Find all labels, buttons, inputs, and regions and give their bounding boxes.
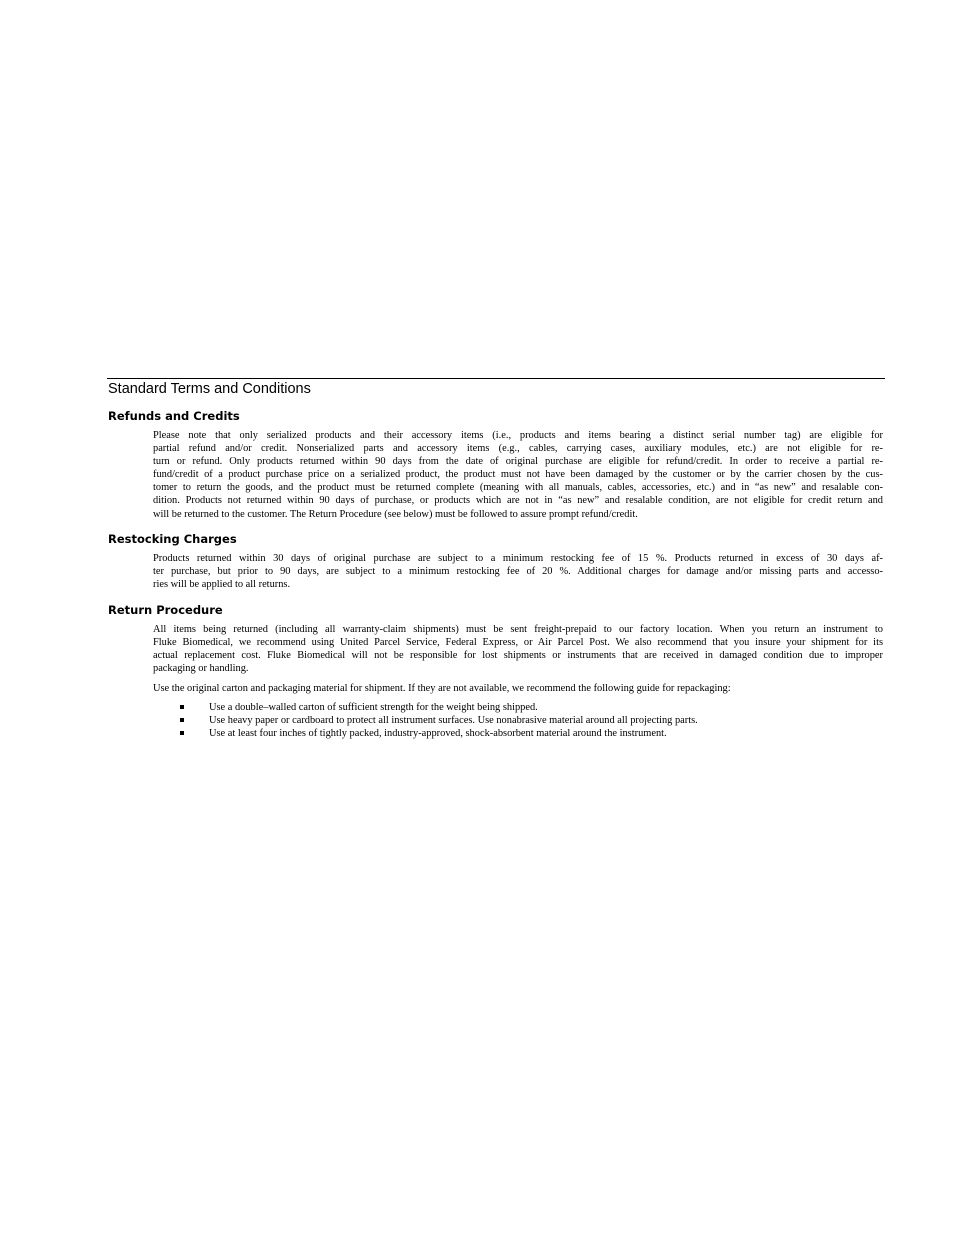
text-line: ries will be applied to all returns.: [153, 579, 291, 591]
list-item-text: Use a double–walled carton of sufficient strength for the weight being shipped.: [209, 702, 538, 713]
repackaging-bullet-list: [178, 701, 878, 741]
square-bullet-icon: [180, 718, 184, 722]
text-line: Use the original carton and packaging material for shipment. If they are not available, we recommend the following guide for repackaging:: [153, 683, 731, 694]
text-line: turn or refund. Only products returned within 90 days from the date of original purchase are eligible for refund/credit. In order to receive a partial re-: [153, 456, 883, 468]
text-line: Please note that only serialized products and their accessory items (i.e., products and items bearing a distinct serial number tag) are eligible for: [153, 430, 883, 441]
paragraph-return-procedure: [153, 623, 883, 675]
text-line: Fluke Biomedical, we recommend using United Parcel Service, Federal Express, or Air Parcel Post. We also recommend that you insure your shipment for its: [153, 637, 883, 649]
square-bullet-icon: [180, 731, 184, 735]
list-item: [178, 701, 878, 714]
text-line: dition. Products not returned within 90 days of purchase, or products which are not in “as new” and resalable condition, are not eligible for credit return and: [153, 495, 883, 507]
paragraph-refunds-and-credits: [153, 429, 883, 521]
section-heading-restocking-charges: Restocking Charges: [108, 532, 237, 546]
list-item: [178, 727, 878, 740]
text-line: All items being returned (including all warranty-claim shipments) must be sent freight-prepaid to our factory location. When you return an instrument to: [153, 624, 883, 635]
list-item-text: Use heavy paper or cardboard to protect all instrument surfaces. Use nonabrasive material around all projecting parts.: [209, 715, 698, 727]
text-line: ter purchase, but prior to 90 days, are subject to a minimum restocking fee of 20 %. Additional charges for damage and/or missing parts and accesso-: [153, 566, 883, 578]
square-bullet-icon: [180, 705, 184, 709]
text-line: will be returned to the customer. The Return Procedure (see below) must be followed to assure prompt refund/credit.: [153, 508, 638, 520]
text-line: packaging or handling.: [153, 663, 249, 675]
paragraph-restocking-charges: [153, 552, 883, 591]
text-line: partial refund and/or credit. Nonserialized parts and accessory items (e.g., cables, carrying cases, auxiliary modules, etc.) are not eligible for re-: [153, 443, 883, 455]
text-line: fund/credit of a product purchase price on a serialized product, the product must not have been damaged by the customer or by the carrier chosen by the cus-: [153, 469, 883, 481]
list-item-text: Use at least four inches of tightly packed, industry-approved, shock-absorbent material around the instrument.: [209, 728, 667, 740]
title-rule: [107, 368, 885, 379]
text-line: tomer to return the goods, and the product must be returned complete (meaning with all manuals, cables, accessories, etc.) and in “as new” and resalable con-: [153, 482, 883, 494]
text-line: Products returned within 30 days of original purchase are subject to a minimum restocking fee of 15 %. Products returned in excess of 30 days af-: [153, 553, 883, 564]
list-item: [178, 714, 878, 727]
text-line: actual replacement cost. Fluke Biomedical will not be responsible for lost shipments or instruments that are received in damaged condition due to improper: [153, 650, 883, 662]
section-heading-return-procedure: Return Procedure: [108, 603, 223, 617]
section-heading-refunds-and-credits: Refunds and Credits: [108, 409, 240, 423]
paragraph-packaging-guide: [153, 682, 883, 695]
page-title: Standard Terms and Conditions: [108, 381, 311, 397]
